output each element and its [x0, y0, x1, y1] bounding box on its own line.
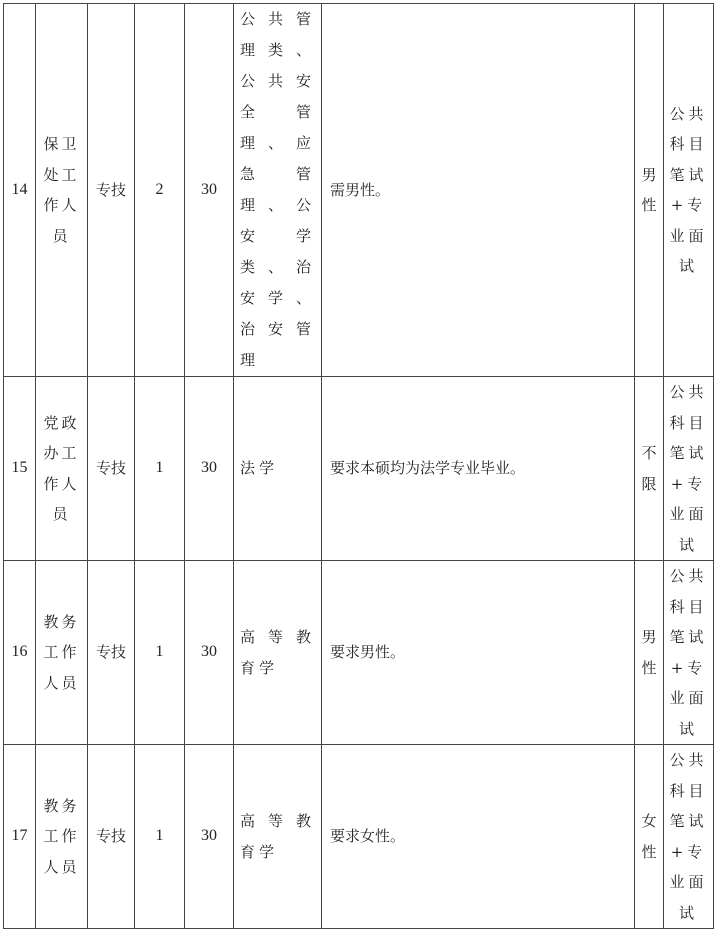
row-number: 16	[4, 561, 36, 745]
other-requirement: 要求女性。	[322, 745, 635, 929]
row-number: 14	[4, 4, 36, 377]
age-limit: 30	[185, 377, 234, 561]
job-title: 党政办工作人员	[36, 377, 88, 561]
row-number: 17	[4, 745, 36, 929]
recruitment-table	[3, 3, 714, 929]
hire-count: 1	[135, 561, 185, 745]
exam-method: 公共科目笔试+专业面试	[664, 4, 714, 377]
other-requirement: 要求本硕均为法学专业毕业。	[322, 377, 635, 561]
hire-count: 1	[135, 377, 185, 561]
gender-requirement: 男性	[635, 561, 664, 745]
hire-count: 2	[135, 4, 185, 377]
position-type: 专技	[88, 377, 135, 561]
gender-requirement: 男性	[635, 4, 664, 377]
age-limit: 30	[185, 561, 234, 745]
position-type: 专技	[88, 561, 135, 745]
row-number: 15	[4, 377, 36, 561]
age-limit: 30	[185, 745, 234, 929]
gender-requirement: 女性	[635, 745, 664, 929]
table-row	[4, 377, 714, 561]
major-requirement: 高等教育学	[234, 745, 322, 929]
major-requirement: 法学	[234, 377, 322, 561]
table-row	[4, 561, 714, 745]
table-row	[4, 4, 714, 377]
major-requirement: 高等教育学	[234, 561, 322, 745]
exam-method: 公共科目笔试+专业面试	[664, 561, 714, 745]
hire-count: 1	[135, 745, 185, 929]
other-requirement: 要求男性。	[322, 561, 635, 745]
position-type: 专技	[88, 745, 135, 929]
exam-method: 公共科目笔试+专业面试	[664, 745, 714, 929]
job-title: 教务工作人员	[36, 561, 88, 745]
major-requirement: 公共管理类、公共安全管理、应急管理、公安学类、治安学、治安管理	[234, 4, 322, 377]
job-title: 教务工作人员	[36, 745, 88, 929]
other-requirement: 需男性。	[322, 4, 635, 377]
table-row	[4, 745, 714, 929]
position-type: 专技	[88, 4, 135, 377]
exam-method: 公共科目笔试+专业面试	[664, 377, 714, 561]
gender-requirement: 不限	[635, 377, 664, 561]
age-limit: 30	[185, 4, 234, 377]
job-title: 保卫处工作人员	[36, 4, 88, 377]
